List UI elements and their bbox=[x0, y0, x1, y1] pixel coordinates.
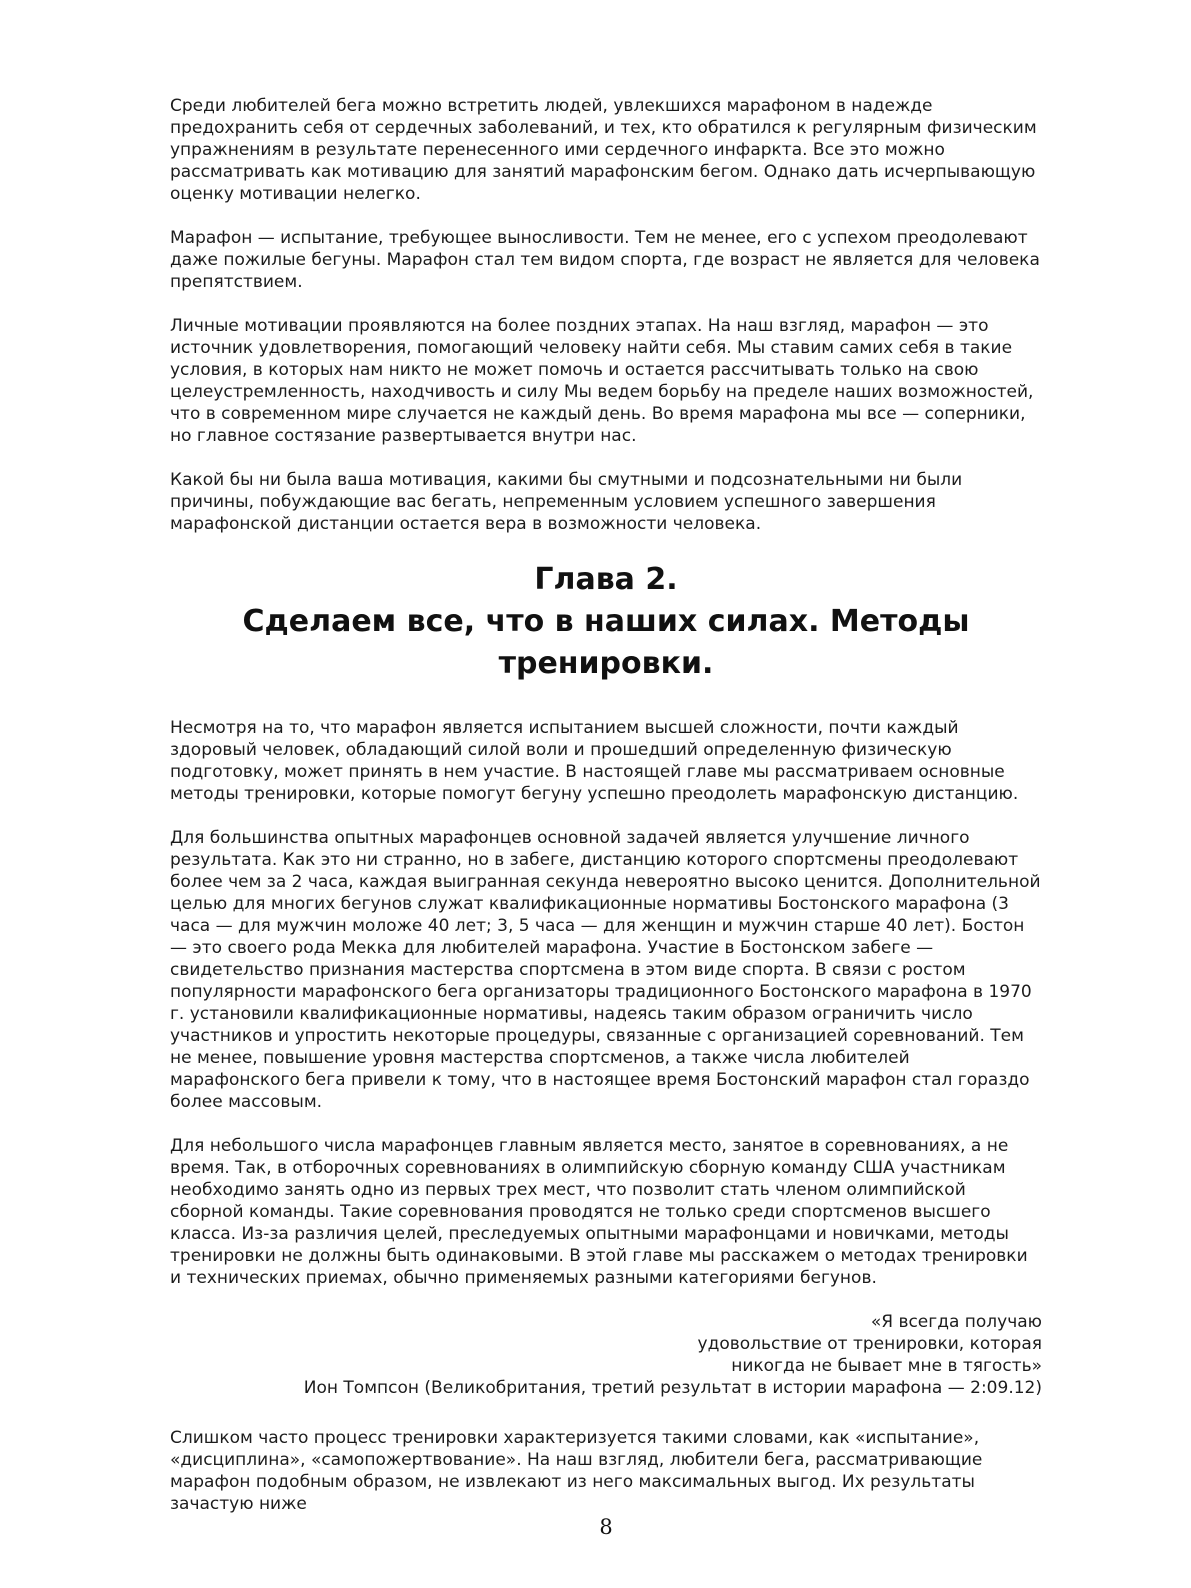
paragraph-faith-in-abilities: Какой бы ни была ваша мотивация, какими бы смутными и подсознательными ни были причины, побуждающие вас бегать, непременным условием успешного завершения марафонской дистанции остается вера в возможности человека. bbox=[170, 470, 963, 534]
chapter-number: Глава 2. bbox=[534, 562, 678, 597]
quote-line-1: «Я всегда получаю bbox=[870, 1312, 1042, 1332]
paragraph-boston-marathon: Для большинства опытных марафонцев основной задачей является улучшение личного результата. Как это ни странно, но в забеге, дистанцию которого спортсмены преодолевают более чем за 2 часа, каждая выигранная секунда невероятно высоко ценится. Дополнительной целью для многих бегунов служат квалификационные нормативы Бостонского марафона (3 часа — для мужчин моложе 40 лет; 3, 5 часа — для женщин и мужчин старше 40 лет). Бостон — это своего рода Мекка для любителей марафона. Участие в Бостонском забеге — свидетельство признания мастерства спортсмена в этом виде спорта. В связи с ростом популярности марафонского бега организаторы традиционного Бостонского марафона в 1970 г. установили квалификационные нормативы, надеясь таким образом ограничить число участников и упростить некоторые процедуры, связанные с организацией соревнований. Тем не менее, повышение уровня мастерства спортсменов, а также числа любителей марафонского бега привели к тому, что в настоящее время Бостонский марафон стал гораздо более массовым. bbox=[170, 828, 1041, 1112]
paragraph-marathon-endurance: Марафон — испытание, требующее выносливости. Тем не менее, его с успехом преодолевают даже пожилые бегуны. Марафон стал тем видом спорта, где возраст не является для человека препятствием. bbox=[170, 228, 1040, 292]
paragraph-personal-motivation: Личные мотивации проявляются на более поздних этапах. На наш взгляд, марафон — это источник удовлетворения, помогающий человеку найти себя. Мы ставим самих себя в такие условия, в которых нам никто не может помочь и остается рассчитывать только на свою целеустремленность, находчивость и силу Мы ведем борьбу на пределе наших возможностей, что в современном мире случается не каждый день. Во время марафона мы все — соперники, но главное состязание развертывается внутри нас. bbox=[170, 316, 1034, 446]
paragraph-training-methods-intro: Несмотря на то, что марафон является испытанием высшей сложности, почти каждый здоровый человек, обладающий силой воли и прошедший определенную физическую подготовку, может принять в нем участие. В настоящей главе мы рассматриваем основные методы тренировки, которые помогут бегуну успешно преодолеть марафонскую дистанцию. bbox=[170, 718, 1019, 804]
quote-line-2: удовольствие от тренировки, которая bbox=[697, 1334, 1042, 1354]
paragraph-olympic-trials: Для небольшого числа марафонцев главным является место, занятое в соревнованиях, а не время. Так, в отборочных соревнованиях в олимпийскую сборную команду США участникам необходимо занять одно из первых трех мест, что позволит стать членом олимпийской сборной команды. Такие соревнования проводятся не только среди спортсменов высшего класса. Из-за различия целей, преследуемых опытными марафонцами и новичками, методы тренировки не должны быть одинаковыми. В этой главе мы расскажем о методах тренировки и технических приемах, обычно применяемых разными категориями бегунов. bbox=[170, 1136, 1028, 1288]
paragraph-motivation-intro: Среди любителей бега можно встретить людей, увлекшихся марафоном в надежде предохранить себя от сердечных заболеваний, и тех, кто обратился к регулярным физическим упражнениям в результате перенесенного ими сердечного инфаркта. Все это можно рассматривать как мотивацию для занятий марафонским бегом. Однако дать исчерпывающую оценку мотивации нелегко. bbox=[170, 96, 1037, 204]
quote-block bbox=[170, 1311, 1042, 1399]
text-column bbox=[170, 95, 1042, 1539]
quote-attribution: Ион Томпсон (Великобритания, третий результат в истории марафона — 2:09.12) bbox=[303, 1378, 1042, 1398]
quote-line-3: никогда не бывает мне в тягость» bbox=[731, 1356, 1042, 1376]
chapter-title: Сделаем все, что в наших силах. Методы тренировки. bbox=[242, 604, 970, 681]
chapter-heading bbox=[170, 559, 1042, 685]
page-number: 8 bbox=[599, 1515, 613, 1539]
paragraph-training-words: Слишком часто процесс тренировки характеризуется такими словами, как «испытание», «дисциплина», «самопожертвование». На наш взгляд, любители бега, рассматривающие марафон подобным образом, не извлекают из него максимальных выгод. Их результаты зачастую ниже bbox=[170, 1428, 983, 1514]
